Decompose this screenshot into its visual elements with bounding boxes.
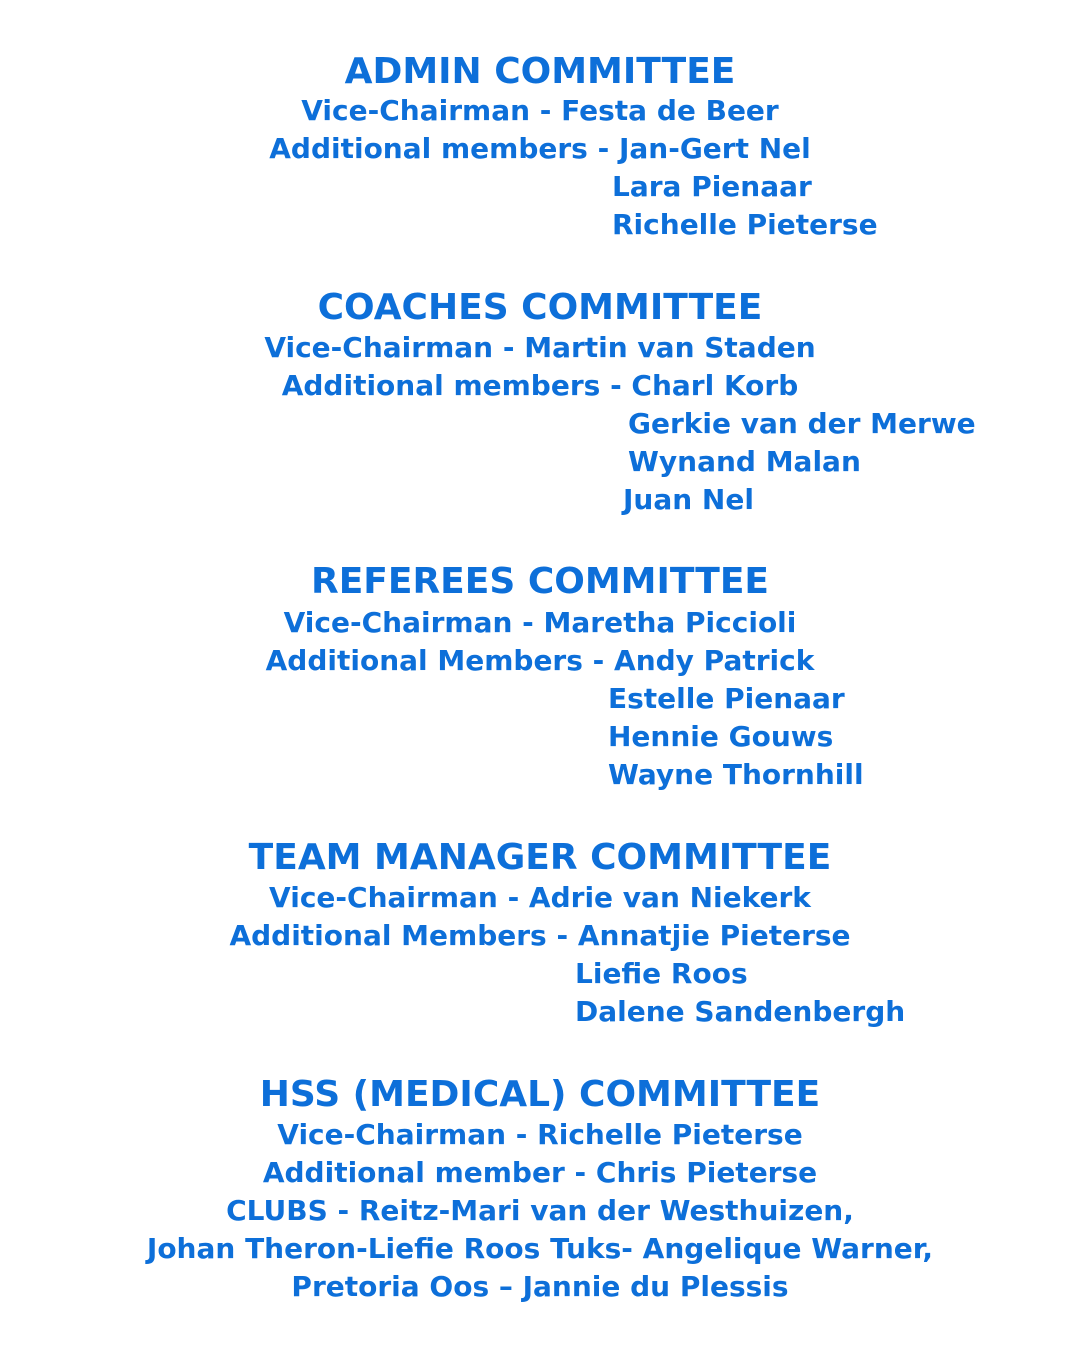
team-manager-member: Liefie Roos [575, 957, 748, 990]
hss-committee-title: HSS (MEDICAL) COMMITTEE [259, 1074, 821, 1115]
hss-vice-chairman: Vice-Chairman - Richelle Pieterse [277, 1118, 803, 1151]
clubs-line: Pretoria Oos – Jannie du Plessis [291, 1270, 789, 1303]
team-manager-additional-members: Additional Members - Annatjie Pieterse [229, 919, 851, 952]
admin-member: Richelle Pieterse [612, 208, 878, 241]
referees-member: Estelle Pienaar [608, 682, 845, 715]
coaches-member: Wynand Malan [628, 445, 861, 478]
clubs-line: Johan Theron-Liefie Roos Tuks- Angelique Warner, [146, 1232, 934, 1265]
coaches-additional-members: Additional members - Charl Korb [281, 369, 799, 402]
admin-additional-members: Additional members - Jan-Gert Nel [269, 132, 811, 165]
clubs-line: CLUBS - Reitz-Mari van der Westhuizen, [226, 1194, 854, 1227]
coaches-member: Gerkie van der Merwe [628, 407, 976, 440]
admin-member: Lara Pienaar [612, 170, 812, 203]
admin-committee-title: ADMIN COMMITTEE [344, 51, 736, 92]
coaches-member: Juan Nel [623, 483, 754, 516]
coaches-vice-chairman: Vice-Chairman - Martin van Staden [264, 331, 816, 364]
referees-additional-members: Additional Members - Andy Patrick [265, 644, 815, 677]
admin-vice-chairman: Vice-Chairman - Festa de Beer [301, 94, 779, 127]
referees-committee-title: REFEREES COMMITTEE [310, 561, 770, 602]
referees-vice-chairman: Vice-Chairman - Maretha Piccioli [283, 606, 797, 639]
team-manager-committee-title: TEAM MANAGER COMMITTEE [248, 837, 832, 878]
coaches-committee-title: COACHES COMMITTEE [317, 287, 763, 328]
team-manager-member: Dalene Sandenbergh [575, 995, 906, 1028]
referees-member: Wayne Thornhill [608, 758, 864, 791]
referees-member: Hennie Gouws [608, 720, 834, 753]
team-manager-vice-chairman: Vice-Chairman - Adrie van Niekerk [269, 881, 811, 914]
hss-additional-member: Additional member - Chris Pieterse [262, 1156, 818, 1189]
